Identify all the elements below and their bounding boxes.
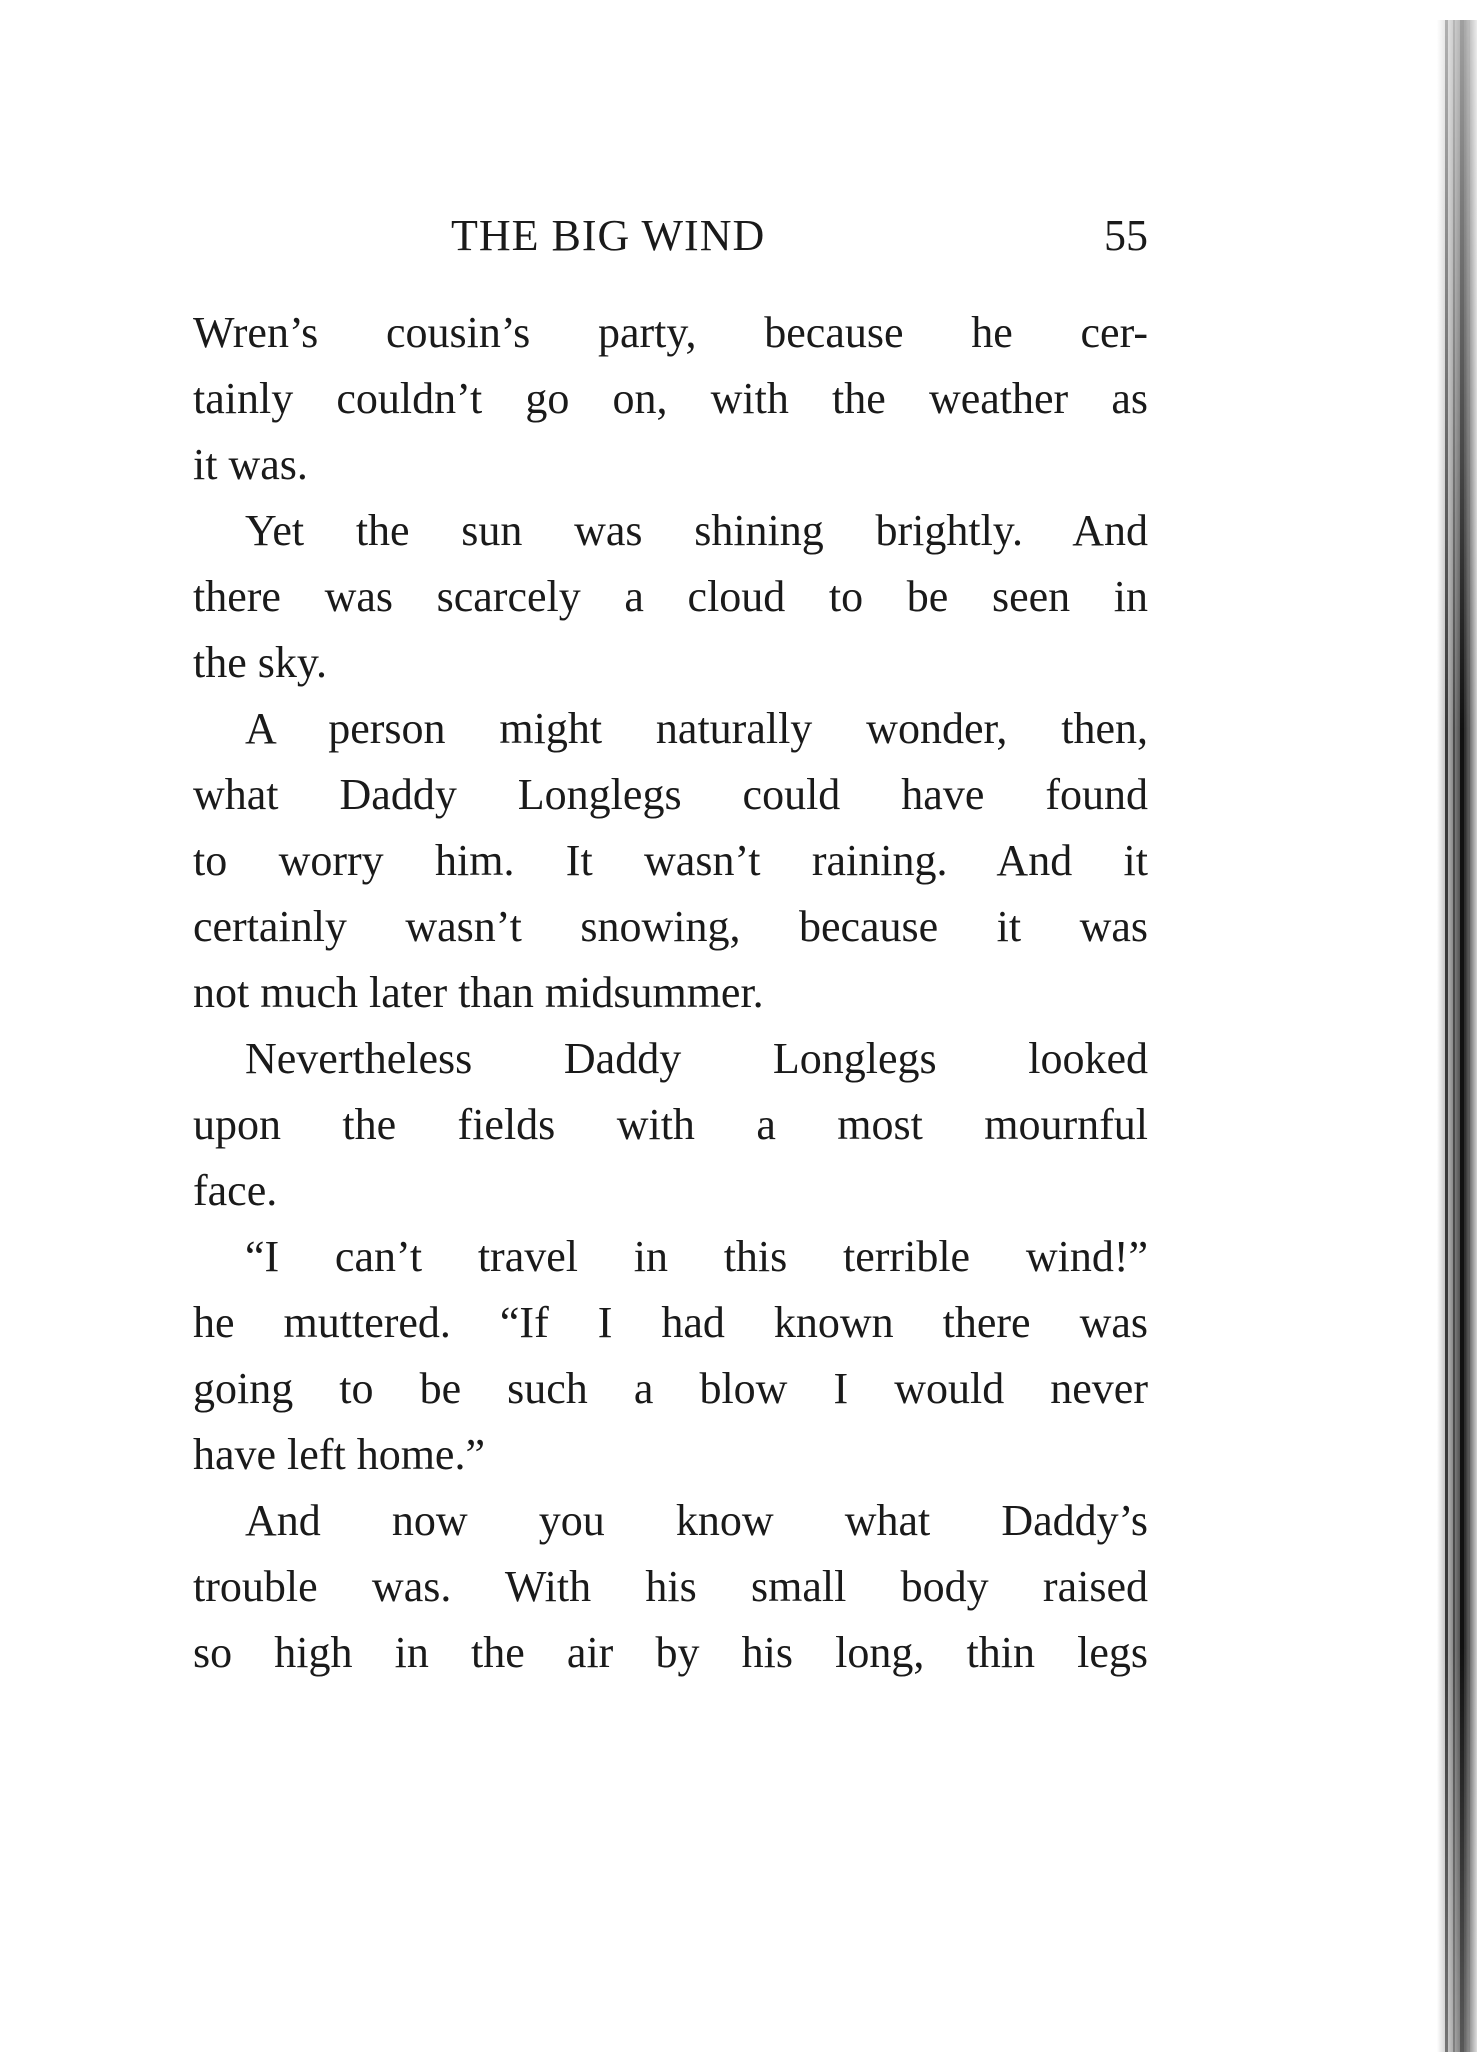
body-text [193, 300, 1148, 1686]
text-line: the sky. [193, 638, 328, 687]
text-line: upon the fields with a most mournful [193, 1100, 1148, 1149]
text-line: it was. [193, 440, 308, 489]
book-binding-edge [1431, 20, 1481, 2052]
text-line: Wren’s cousin’s party, because he cer- [193, 308, 1148, 357]
text-line: And now you know what Daddy’s [245, 1496, 1148, 1545]
paragraph [193, 696, 1148, 1026]
text-line: there was scarcely a cloud to be seen in [193, 572, 1148, 621]
text-line: “I can’t travel in this terrible wind!” [245, 1232, 1148, 1281]
text-line: Yet the sun was shining brightly. And [245, 506, 1148, 555]
text-line: what Daddy Longlegs could have found [193, 770, 1148, 819]
text-line: A person might naturally wonder, then, [245, 704, 1148, 753]
text-line: trouble was. With his small body raised [193, 1562, 1148, 1611]
paragraph [193, 300, 1148, 498]
text-line: Nevertheless Daddy Longlegs looked [245, 1034, 1148, 1083]
text-line: going to be such a blow I would never [193, 1364, 1148, 1413]
paragraph [193, 1026, 1148, 1224]
text-line: to worry him. It wasn’t raining. And it [193, 836, 1148, 885]
running-head [193, 210, 1148, 270]
text-line: tainly couldn’t go on, with the weather as [193, 374, 1148, 423]
page-number: 55 [1104, 211, 1148, 260]
text-line: have left home.” [193, 1430, 485, 1479]
text-line: certainly wasn’t snowing, because it was [193, 902, 1148, 951]
text-line: not much later than midsummer. [193, 968, 764, 1017]
paragraph [193, 1488, 1148, 1686]
running-title: THE BIG WIND [451, 211, 766, 260]
text-line: so high in the air by his long, thin legs [193, 1628, 1148, 1677]
paragraph [193, 498, 1148, 696]
paragraph [193, 1224, 1148, 1488]
text-line: face. [193, 1166, 278, 1215]
text-line: he muttered. “If I had known there was [193, 1298, 1148, 1347]
